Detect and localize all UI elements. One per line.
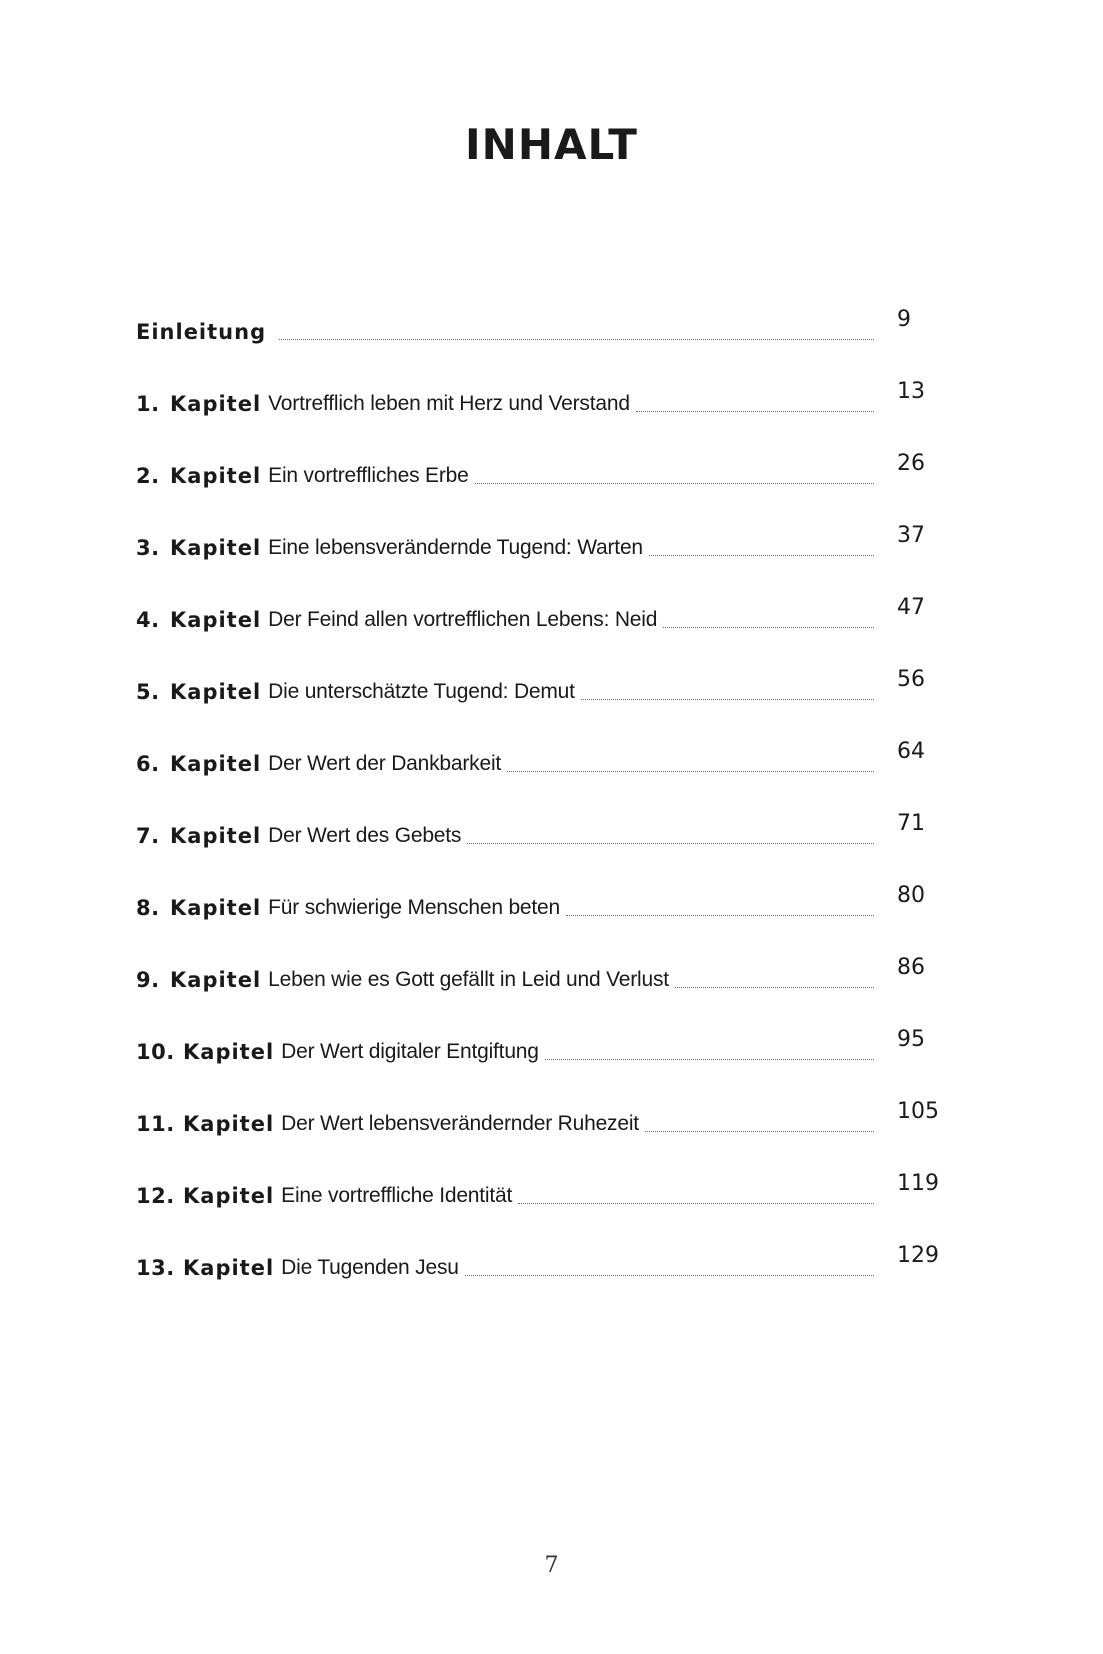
toc-entry-chapter-13[interactable]: [136, 1242, 939, 1314]
dot-leader: [649, 554, 874, 556]
dot-leader: [663, 626, 874, 628]
toc-entry-chapter-2[interactable]: [136, 450, 936, 522]
toc-entry-chapter-11[interactable]: [136, 1098, 939, 1170]
toc-entry-title: Die Tugenden Jesu: [281, 1256, 459, 1279]
dot-leader: [581, 698, 874, 700]
page-number: 7: [544, 1553, 559, 1578]
toc-entry-chapter-9[interactable]: [136, 954, 936, 1026]
toc-entry-chapter-8[interactable]: [136, 882, 936, 954]
toc-entry-line: [136, 462, 874, 490]
toc-entry-label: Kapitel: [170, 896, 262, 920]
toc-entry-page: 26: [897, 451, 925, 476]
toc-entry-page: 13: [897, 379, 925, 404]
toc-entry-number: 8.: [136, 896, 160, 920]
toc-entry-number: 6.: [136, 752, 160, 776]
dot-leader: [545, 1058, 874, 1060]
toc-entry-title: Der Feind allen vortrefflichen Lebens: Neid: [268, 608, 658, 631]
dot-leader: [636, 410, 874, 412]
toc-entry-page: 80: [897, 883, 925, 908]
toc-entry-title: Der Wert der Dankbarkeit: [268, 752, 502, 775]
dot-leader: [507, 770, 874, 772]
toc-entry-label: Kapitel: [183, 1184, 275, 1208]
toc-entry-label: Kapitel: [170, 968, 262, 992]
table-of-contents: [136, 306, 939, 1314]
toc-entry-chapter-7[interactable]: [136, 810, 936, 882]
toc-entry-chapter-1[interactable]: [136, 378, 936, 450]
toc-entry-title: Vortrefflich leben mit Herz und Verstand: [268, 392, 630, 415]
toc-entry-chapter-4[interactable]: [136, 594, 936, 666]
toc-entry-line: [136, 1110, 874, 1138]
toc-entry-line: [136, 1182, 874, 1210]
dot-leader: [475, 482, 874, 484]
toc-entry-title: Für schwierige Menschen beten: [268, 896, 561, 919]
toc-entry-label: Kapitel: [170, 392, 262, 416]
toc-entry-number: 13.: [136, 1256, 175, 1280]
toc-entry-page: 64: [897, 739, 925, 764]
toc-entry-page: 56: [897, 667, 925, 692]
toc-entry-line: [136, 750, 874, 778]
toc-entry-number: 2.: [136, 464, 160, 488]
toc-entry-title: Eine lebensverändernde Tugend: Warten: [268, 536, 643, 559]
toc-entry-page: 71: [897, 811, 925, 836]
toc-entry-number: 4.: [136, 608, 160, 632]
toc-entry-label: Kapitel: [170, 464, 262, 488]
toc-entry-introduction[interactable]: [136, 306, 936, 378]
toc-entry-line: [136, 894, 874, 922]
toc-entry-label: Kapitel: [170, 824, 262, 848]
toc-entry-chapter-5[interactable]: [136, 666, 936, 738]
toc-entry-line: [136, 1254, 874, 1282]
toc-entry-label: Kapitel: [183, 1040, 275, 1064]
toc-entry-title: Ein vortreffliches Erbe: [268, 464, 469, 487]
toc-entry-line: [136, 318, 874, 346]
toc-entry-title: Eine vortreffliche Identität: [281, 1184, 513, 1207]
toc-entry-line: [136, 822, 874, 850]
toc-entry-line: [136, 390, 874, 418]
toc-entry-number: 11.: [136, 1112, 175, 1136]
toc-entry-page: 86: [897, 955, 925, 980]
dot-leader: [675, 986, 874, 988]
toc-entry-label: Kapitel: [183, 1112, 275, 1136]
dot-leader: [518, 1202, 874, 1204]
toc-entry-title: Der Wert lebensverändernder Ruhezeit: [281, 1112, 639, 1135]
toc-entry-chapter-6[interactable]: [136, 738, 936, 810]
toc-entry-line: [136, 966, 874, 994]
page-title: INHALT: [465, 120, 638, 169]
dot-leader: [279, 338, 874, 340]
toc-entry-page: 9: [897, 307, 911, 332]
toc-entry-number: 5.: [136, 680, 160, 704]
toc-entry-page: 105: [897, 1099, 939, 1124]
toc-entry-line: [136, 678, 874, 706]
toc-entry-label: Kapitel: [170, 536, 262, 560]
toc-entry-title: Der Wert des Gebets: [268, 824, 462, 847]
toc-entry-line: [136, 534, 874, 562]
toc-entry-number: 12.: [136, 1184, 175, 1208]
toc-entry-chapter-3[interactable]: [136, 522, 936, 594]
toc-entry-line: [136, 1038, 874, 1066]
dot-leader: [566, 914, 874, 916]
toc-entry-title: Der Wert digitaler Entgiftung: [281, 1040, 539, 1063]
toc-entry-chapter-12[interactable]: [136, 1170, 939, 1242]
toc-entry-page: 119: [897, 1171, 939, 1196]
toc-entry-title: Die unterschätzte Tugend: Demut: [268, 680, 575, 703]
toc-entry-title: Leben wie es Gott gefällt in Leid und Verlust: [268, 968, 669, 991]
toc-entry-number: 9.: [136, 968, 160, 992]
toc-entry-page: 47: [897, 595, 925, 620]
toc-entry-line: [136, 606, 874, 634]
toc-entry-number: 1.: [136, 392, 160, 416]
toc-entry-chapter-10[interactable]: [136, 1026, 936, 1098]
toc-entry-label: Kapitel: [170, 752, 262, 776]
toc-entry-number: 7.: [136, 824, 160, 848]
dot-leader: [645, 1130, 874, 1132]
toc-entry-label: Kapitel: [170, 608, 262, 632]
toc-entry-page: 37: [897, 523, 925, 548]
toc-entry-page: 95: [897, 1027, 925, 1052]
toc-entry-label: Kapitel: [183, 1256, 275, 1280]
dot-leader: [465, 1274, 874, 1276]
toc-entry-number: 3.: [136, 536, 160, 560]
toc-entry-label: Kapitel: [170, 680, 262, 704]
toc-entry-page: 129: [897, 1243, 939, 1268]
toc-entry-label: Einleitung: [136, 320, 267, 344]
toc-entry-number: 10.: [136, 1040, 175, 1064]
dot-leader: [467, 842, 874, 844]
